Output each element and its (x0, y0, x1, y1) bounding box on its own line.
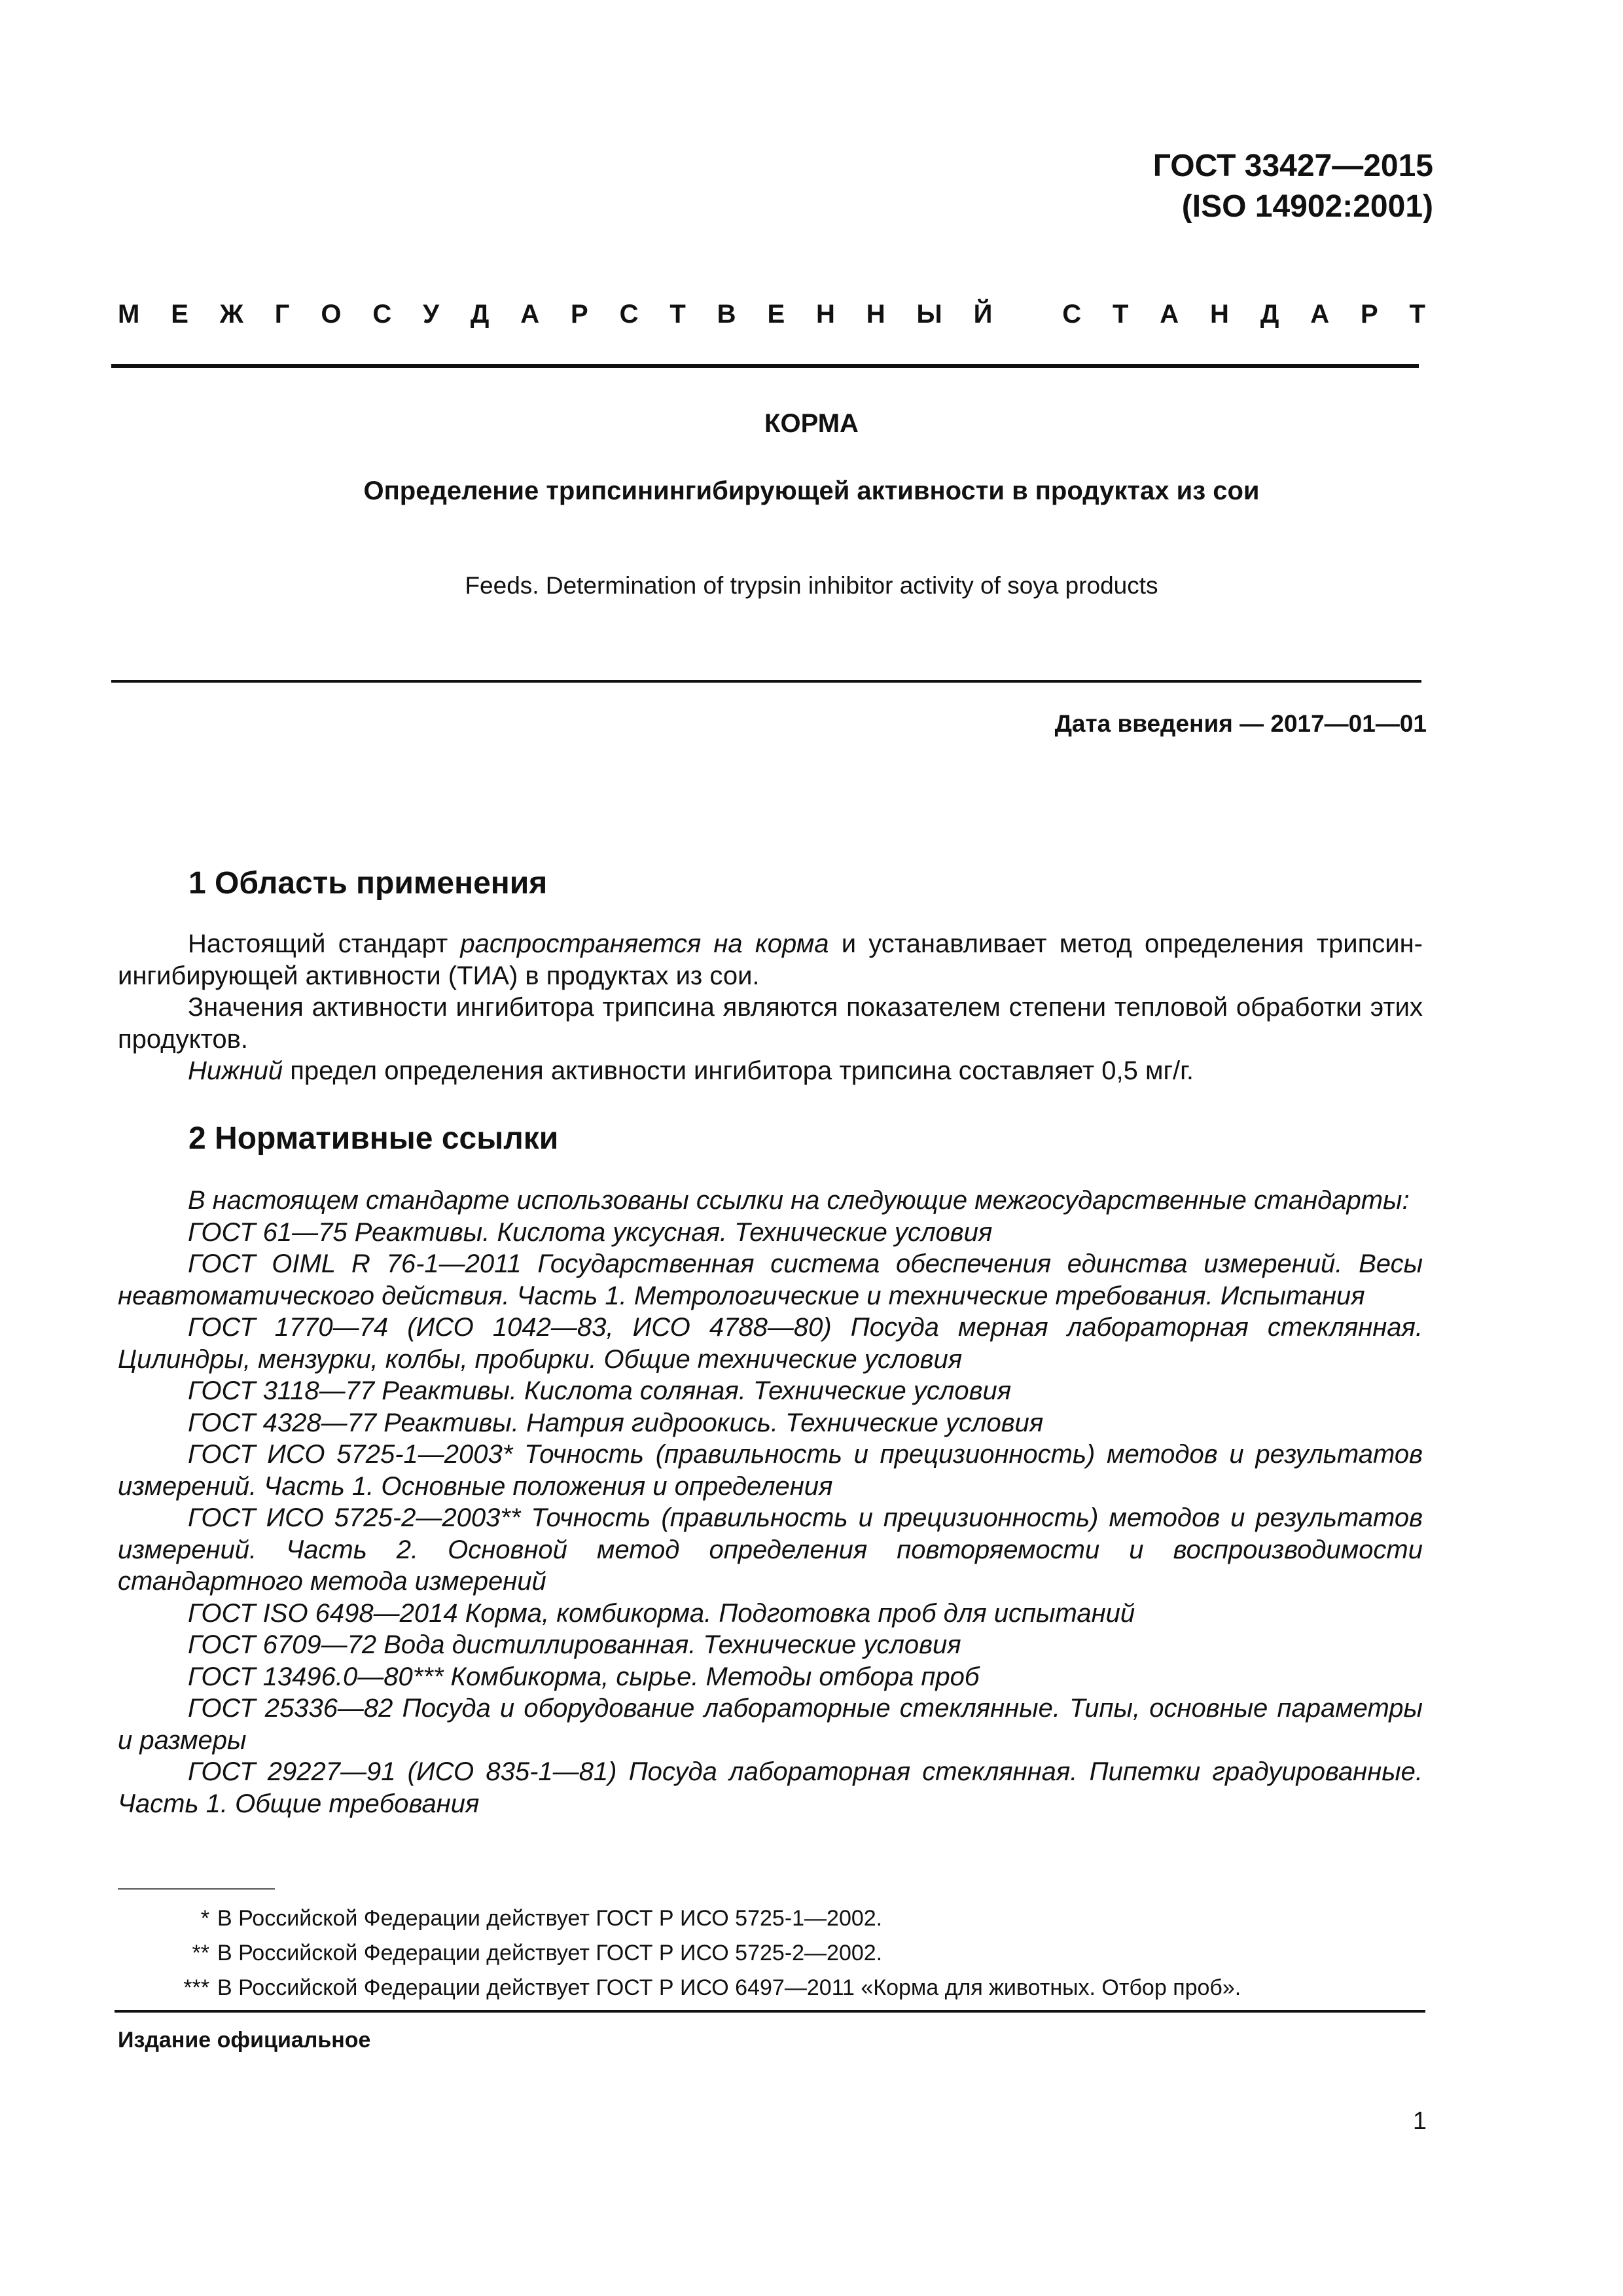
footnote-separator (118, 1888, 275, 1890)
interstate-letter: У (423, 299, 440, 329)
footnote-text: В Российской Федерации действует ГОСТ Р ИСО 6497—2011 «Корма для животных. Отбор проб». (217, 1975, 1241, 2000)
section-1-paragraph-2: Значения активности ингибитора трипсина являются показателем степени тепловой обработки этих продуктов. (118, 993, 1423, 1054)
interstate-letter: Е (767, 299, 785, 329)
title-divider (111, 680, 1421, 683)
section-1-body (118, 928, 1423, 1087)
interstate-letter: Т (1112, 299, 1129, 329)
footnote-mark: * (200, 1906, 209, 1931)
section-2-heading: 2 Нормативные ссылки (188, 1121, 559, 1156)
introduction-date: Дата введения — 2017—01—01 (1054, 710, 1427, 737)
reference-item: ГОСТ ISO 6498—2014 Корма, комбикорма. Подготовка проб для испытаний (188, 1598, 1135, 1628)
english-title: Feeds. Determination of trypsin inhibitor activity of soya products (465, 572, 1158, 599)
p3-text-end: предел определения активности ингибитора трипсина составляет 0,5 мг/г. (283, 1056, 1194, 1085)
reference-item: ГОСТ 4328—77 Реактивы. Натрия гидроокись. Технические условия (188, 1408, 1044, 1437)
footnote-mark: ** (192, 1941, 209, 1965)
header-divider (111, 364, 1419, 368)
footnote-text: В Российской Федерации действует ГОСТ Р ИСО 5725-2—2002. (217, 1941, 883, 1965)
reference-item: ГОСТ 3118—77 Реактивы. Кислота соляная. Технические условия (188, 1376, 1012, 1405)
document-subtitle: Определение трипсинингибирующей активности в продуктах из сои (363, 476, 1260, 505)
footer-divider (115, 2010, 1425, 2013)
footnote (118, 1936, 1423, 1971)
reference-item: ГОСТ ИСО 5725-2—2003** Точность (правильность и прецизионность) методов и результатов измерений. Часть 2. Основной метод определения повторяемости и воспроизводимости стандартного метода измерений (118, 1503, 1423, 1596)
section-1-paragraph-1 (118, 928, 1423, 992)
p1-text-start: Настоящий стандарт (188, 929, 461, 958)
interstate-letter: В (717, 299, 736, 329)
interstate-letter: Д (1260, 299, 1279, 329)
reference-item: ГОСТ OIML R 76-1—2011 Государственная система обеспечения единства измерений. Весы неавтоматического действия. Часть 1. Метрологические и технические требования. Испытания (118, 1249, 1423, 1310)
footnote (118, 1971, 1423, 2005)
reference-item: ГОСТ 1770—74 (ИСО 1042—83, ИСО 4788—80) Посуда мерная лабораторная стеклянная. Цилиндры, мензурки, колбы, пробирки. Общие технические условия (118, 1313, 1423, 1374)
interstate-letter: А (1310, 299, 1330, 329)
interstate-letter: С (619, 299, 639, 329)
interstate-letter: Н (1210, 299, 1229, 329)
interstate-letter: С (372, 299, 392, 329)
interstate-letter: Т (669, 299, 686, 329)
p1-text-italic: распространяется на корма (460, 929, 829, 958)
interstate-letter (1024, 300, 1031, 329)
reference-item: ГОСТ ИСО 5725-1—2003* Точность (правильность и прецизионность) методов и результатов измерений. Часть 1. Основные положения и определения (118, 1440, 1423, 1501)
interstate-letter: А (1160, 299, 1179, 329)
edition-label: Издание официальное (118, 2028, 371, 2053)
interstate-letter: Ы (916, 299, 942, 329)
interstate-letter: О (321, 299, 342, 329)
standard-number: ГОСТ 33427—2015 (1152, 149, 1433, 183)
footnote (118, 1901, 1423, 1936)
footnotes (118, 1901, 1423, 2005)
interstate-letter: А (520, 299, 540, 329)
interstate-letter: Н (866, 299, 885, 329)
interstate-standard-label (118, 296, 1425, 332)
iso-number: (ISO 14902:2001) (1181, 189, 1433, 224)
interstate-letter: Д (470, 299, 490, 329)
section-1-paragraph-3 (118, 1055, 1423, 1087)
reference-item: ГОСТ 25336—82 Посуда и оборудование лабораторные стеклянные. Типы, основные параметры и размеры (118, 1694, 1423, 1755)
page-number: 1 (1412, 2108, 1427, 2135)
reference-item: ГОСТ 61—75 Реактивы. Кислота уксусная. Технические условия (188, 1217, 993, 1247)
p3-text-italic: Нижний (188, 1056, 283, 1085)
interstate-letter: Н (816, 299, 835, 329)
section-1-heading: 1 Область применения (188, 866, 548, 901)
references-intro: В настоящем стандарте использованы ссылки на следующие межгосударственные стандарты: (188, 1186, 1410, 1215)
interstate-letter: Т (1409, 299, 1425, 329)
document-title: КОРМА (764, 409, 859, 438)
interstate-letter: Е (171, 299, 188, 329)
reference-item: ГОСТ 6709—72 Вода дистиллированная. Технические условия (188, 1630, 961, 1659)
interstate-letter: Й (973, 299, 993, 329)
interstate-letter: Г (274, 299, 290, 329)
interstate-letter: М (118, 299, 140, 329)
normative-references-list (118, 1185, 1423, 1820)
reference-item: ГОСТ 29227—91 (ИСО 835-1—81) Посуда лабораторная стеклянная. Пипетки градуированные. Часть 1. Общие требования (118, 1757, 1423, 1818)
reference-item: ГОСТ 13496.0—80*** Комбикорма, сырье. Методы отбора проб (188, 1662, 980, 1691)
footnote-mark: *** (183, 1975, 209, 2000)
interstate-letter: Ж (219, 299, 243, 329)
footnote-text: В Российской Федерации действует ГОСТ Р ИСО 5725-1—2002. (217, 1906, 883, 1931)
p1-text-end: и устанавливает метод определения трипсин-ингибирующей активности (ТИА) в продуктах из сои. (118, 929, 1423, 990)
interstate-letter: Р (1360, 299, 1378, 329)
interstate-letter: С (1062, 299, 1082, 329)
interstate-letter: Р (571, 299, 588, 329)
